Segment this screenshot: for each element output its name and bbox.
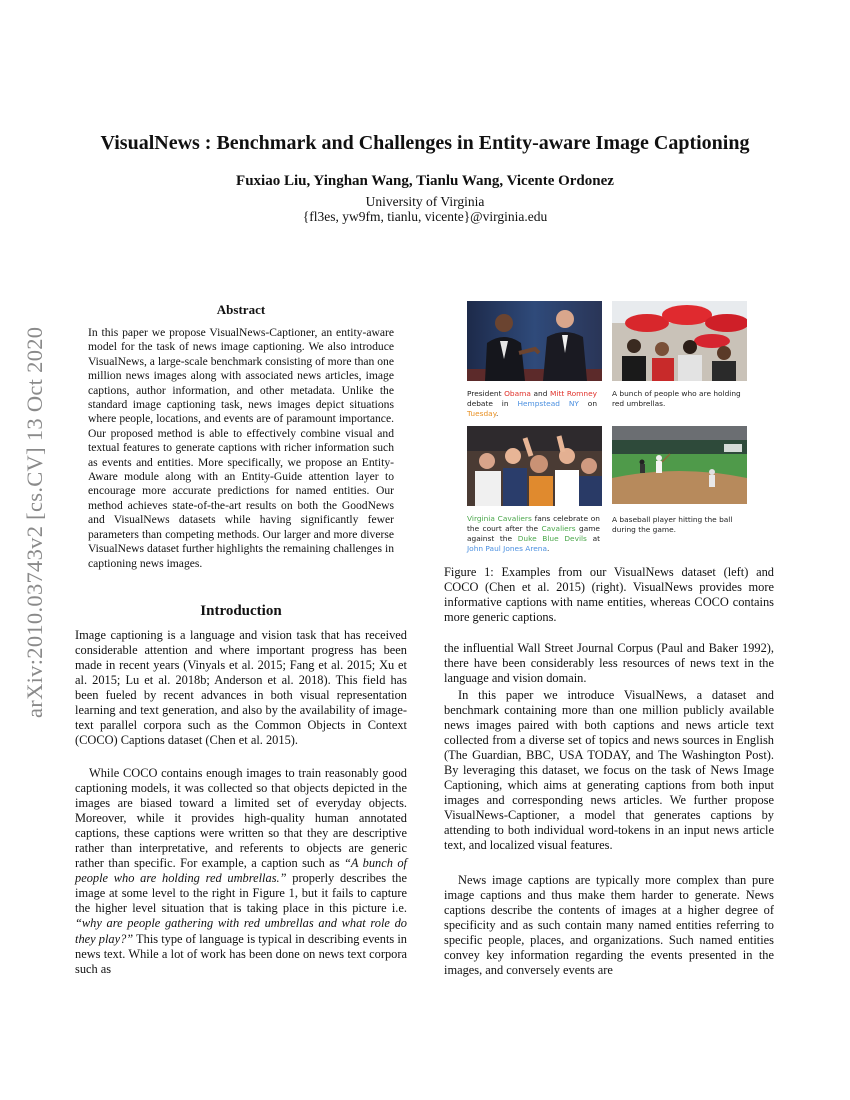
right-paragraph-1: the influential Wall Street Journal Corpus (Paul and Baker 1992), there have been considerably less resources of news text in the language and vision domain.: [444, 641, 774, 686]
caption-umbrellas: A bunch of people who are holding red umbrellas.: [612, 389, 741, 408]
caption-baseball: A baseball player hitting the ball during the game.: [612, 515, 733, 534]
intro-paragraph-1: Image captioning is a language and vision task that has received considerable attention and where important progress has been made in recent years (Vinyals et al. 2015; Fang et al. 2015; Xu et al. 2015; Lu et al. 2018b; Anderson et al. 2018). This field has been fueled by recent advances in both visual representation learning and text generation, and also by the availability of image-text parallel corpora such as the Common Objects in Context (COCO) Captions dataset (Chen et al. 2015).: [75, 628, 407, 748]
quote-coco-caption: “A bunch of people who are holding red umbrellas.”: [75, 856, 407, 886]
introduction-heading: Introduction: [200, 603, 282, 619]
photo-debate: [467, 301, 602, 381]
caption-debate: President Obama and Mitt Romney debate in Hempstead NY on Tuesday.: [467, 389, 598, 418]
quote-question: “why are people gathering with red umbrellas and what role do they play?”: [75, 916, 407, 946]
author-emails: {fl3es, yw9fm, tianlu, vicente}@virginia.edu: [302, 209, 548, 224]
right-paragraph-2: In this paper we introduce VisualNews, a dataset and benchmark containing more than one million publicly available news images paired with both captions and news article text collected from a diverse set of topics and news sources in English (The Guardian, BBC, USA TODAY, and The Washington Post). By leveraging this dataset, we focus on the task of News Image Captioning, which aims at generating captions from both input images and corresponding news articles. We further propose VisualNews-Captioner, a model that generates captions by attending to both individual word-tokens in an input news article text, and localized visual features.: [444, 688, 774, 853]
figure-caption: Figure 1: Examples from our VisualNews dataset (left) and COCO (Chen et al. 2015) (right). VisualNews provides more informative captions with name entities, whereas COCO contains more generic captions.: [444, 565, 774, 625]
caption-cavaliers: Virginia Cavaliers fans celebrate on the court after the Cavaliers game against the Duke Blue Devils at John Paul Jones Arena.: [467, 514, 601, 553]
author-list: Fuxiao Liu, Yinghan Wang, Tianlu Wang, Vicente Ordonez: [236, 173, 614, 189]
abstract-text: In this paper we propose VisualNews-Captioner, an entity-aware model for the task of news image captioning. We also introduce VisualNews, a large-scale benchmark consisting of more than one million news images along with associated news articles, image captions, author information, and other metadata. Unlike the standard image captioning task, news images depict situations where people, locations, and events are of paramount importance. Our proposed method is able to effectively combine visual and textual features to generate captions with richer information such as events and entities. More specifically, we propose an Entity-Aware module along with an Entity-Guide attention layer to encourage more accurate predictions for named entities. Our method achieves state-of-the-art results on both the GoodNews and VisualNews datasets while having significantly fewer parameters than competing methods. Our larger and more diverse VisualNews dataset further highlights the remaining challenges in captioning news images.: [88, 326, 394, 570]
photo-baseball: [612, 426, 747, 504]
abstract-heading: Abstract: [216, 302, 266, 317]
paper-title: VisualNews : Benchmark and Challenges in Entity-aware Image Captioning: [100, 132, 750, 154]
intro-paragraph-2: While COCO contains enough images to train reasonably good captioning models, it was collected so that objects depicted in the images are biased toward a limited set of everyday objects. Moreover, while it provides high-quality human annotated captions, these captions were written so that they are descriptive rather than interpretative, and referents to objects are generic rather than specific. For example, a caption such as “A bunch of people who are holding red umbrellas.” properly describes the image at some level to the right in Figure 1, but it fails to capture the higher level situation that is taking place in this picture i.e. “why are people gathering with red umbrellas and what role do they play?” This type of language is typical in describing events in news text. While a lot of work has been done on news text corpora such as: [75, 766, 407, 976]
photo-basketball-fans: [467, 426, 602, 506]
photo-red-umbrellas: [612, 301, 747, 381]
arxiv-identifier: arXiv:2010.03743v2 [cs.CV] 13 Oct 2020: [22, 326, 47, 718]
right-paragraph-3: News image captions are typically more complex than pure image captions and thus make them harder to generate. News captions describe the contents of images at a higher degree of specificity and as such contain many named entities referring to specific people, places, and organizations. Such named entities convey key information regarding the events presented in the images, and conversely events are: [444, 873, 774, 978]
affiliation: University of Virginia: [365, 194, 485, 209]
